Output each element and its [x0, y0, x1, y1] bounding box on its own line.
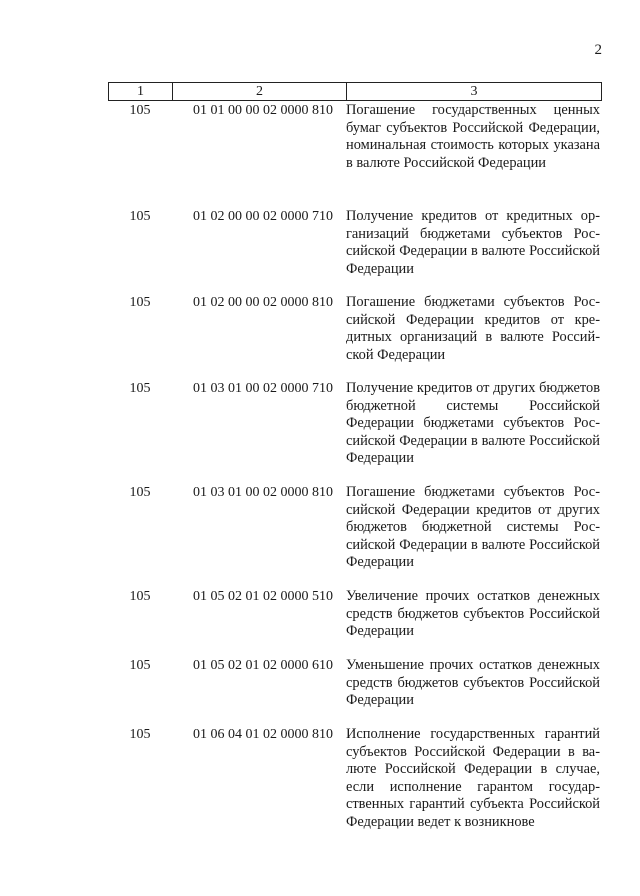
budget-code: 01 01 00 00 02 0000 810 [193, 103, 333, 118]
budget-code: 01 05 02 01 02 0000 510 [193, 589, 333, 604]
budget-code: 01 02 00 00 02 0000 710 [193, 209, 333, 224]
admin-code: 105 [129, 295, 151, 310]
admin-code: 105 [129, 381, 151, 396]
row-description: Исполнение государственных гарантий субъектов Российской Федерации в валюте Российской Федерации в случае, если исполнение гарантом государственных гарантий субъекта Российской Федерации ведет к возникнове [346, 726, 600, 830]
row-description: Погашение бюджетами субъектов Российской Федерации кредитов от кредитных организаций в валюте Российской Федерации [346, 294, 600, 363]
header-col-3: 3 [470, 84, 478, 99]
budget-code: 01 06 04 01 02 0000 810 [193, 727, 333, 742]
row-description: Получение кредитов от других бюджетов бюджетной системы Российской Федерации бюджетами субъектов Российской Федерации в валюте Российской Федерации [346, 380, 600, 467]
row-description: Погашение бюджетами субъектов Российской Федерации кредитов от других бюджетов бюджетной системы Российской Федерации в валюте Российской Федерации [346, 484, 600, 571]
header-col-2: 2 [173, 83, 347, 100]
admin-code: 105 [129, 103, 151, 118]
budget-code: 01 03 01 00 02 0000 710 [193, 381, 333, 396]
header-col-1: 1 [109, 83, 173, 100]
table-header [108, 82, 602, 101]
admin-code: 105 [129, 209, 151, 224]
row-description: Погашение государственных ценных бумаг субъектов Российской Федерации, номинальная стоимость которых указана в валюте Российской Федерации [346, 102, 600, 171]
admin-code: 105 [129, 727, 151, 742]
page-number: 2 [594, 42, 602, 58]
admin-code: 105 [129, 658, 151, 673]
budget-code: 01 02 00 00 02 0000 810 [193, 295, 333, 310]
admin-code: 105 [129, 485, 151, 500]
row-description: Увеличение прочих остатков денежных средств бюджетов субъектов Российской Федерации [346, 588, 600, 640]
budget-code: 01 05 02 01 02 0000 610 [193, 658, 333, 673]
admin-code: 105 [129, 589, 151, 604]
budget-code: 01 03 01 00 02 0000 810 [193, 485, 333, 500]
row-description: Уменьшение прочих остатков денежных средств бюджетов субъектов Российской Федерации [346, 657, 600, 709]
row-description: Получение кредитов от кредитных организаций бюджетами субъектов Российской Федерации в валюте Российской Федерации [346, 208, 600, 277]
